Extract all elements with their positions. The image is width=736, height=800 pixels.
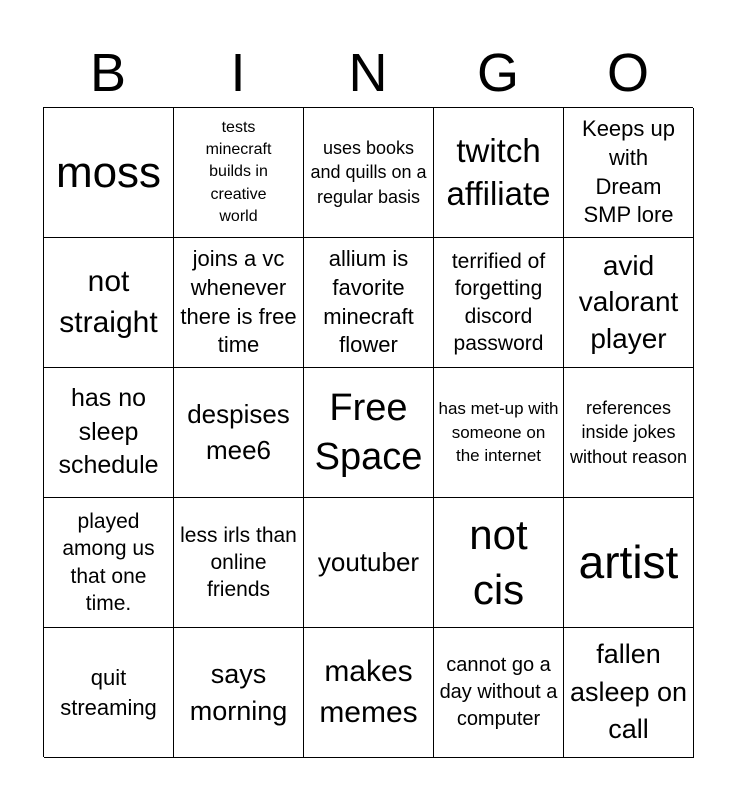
bingo-cell-text: cannot go a day without a computer	[439, 654, 558, 730]
bingo-cell[interactable]	[174, 108, 304, 238]
header-letter-g: G	[476, 43, 519, 103]
bingo-cell-text: joins a vc whenever there is free time	[180, 246, 297, 358]
bingo-cell-text: artist	[578, 535, 679, 588]
bingo-cell-text: despises mee6	[187, 399, 290, 465]
bingo-cell-text: allium is favorite minecraft flower	[323, 246, 414, 358]
bingo-cell[interactable]	[174, 238, 304, 368]
bingo-cell[interactable]	[564, 108, 694, 238]
bingo-cell[interactable]	[434, 498, 564, 628]
bingo-cell-text: avid valorant player	[578, 249, 679, 354]
bingo-cell[interactable]	[44, 368, 174, 498]
bingo-cell[interactable]	[564, 368, 694, 498]
bingo-cell[interactable]	[564, 498, 694, 628]
bingo-cell-text: has no sleep schedule	[58, 383, 159, 480]
bingo-cell-text: has met-up with someone on the internet	[438, 398, 559, 466]
bingo-cell-text: references inside jokes without reason	[569, 398, 688, 467]
bingo-cell-text: played among us that one time.	[62, 509, 155, 615]
bingo-cell[interactable]	[44, 108, 174, 238]
bingo-cell-text: quit streaming	[60, 664, 157, 720]
bingo-header	[43, 40, 693, 106]
bingo-cell[interactable]	[434, 628, 564, 758]
bingo-cell-text: says morning	[189, 659, 288, 726]
header-letter-i: I	[230, 43, 246, 103]
bingo-cell[interactable]	[44, 238, 174, 368]
bingo-cell-text: uses books and quills on a regular basis	[310, 138, 427, 207]
bingo-cell-text: moss	[55, 147, 162, 197]
bingo-cell-text: not straight	[59, 265, 158, 339]
bingo-cell[interactable]	[304, 498, 434, 628]
bingo-cell-text: youtuber	[317, 546, 420, 577]
bingo-cell[interactable]	[434, 108, 564, 238]
bingo-cell[interactable]	[174, 368, 304, 498]
bingo-cell[interactable]	[564, 238, 694, 368]
bingo-cell-text: Free Space	[314, 386, 423, 478]
bingo-cell[interactable]	[44, 498, 174, 628]
bingo-cell[interactable]	[304, 368, 434, 498]
bingo-cell[interactable]	[434, 368, 564, 498]
bingo-cell[interactable]	[174, 628, 304, 758]
bingo-cell-text: fallen asleep on call	[569, 638, 688, 745]
bingo-cell-text: tests minecraft builds in creative world	[205, 118, 272, 226]
bingo-cell-text: twitch affiliate	[446, 131, 551, 212]
bingo-cell-text: Keeps up with Dream SMP lore	[582, 116, 675, 228]
bingo-cell-text: less irls than online friends	[180, 523, 297, 602]
header-letter-n: N	[348, 43, 388, 103]
bingo-cell-text: terrified of forgetting discord password	[451, 249, 546, 355]
bingo-cell[interactable]	[304, 628, 434, 758]
bingo-cell[interactable]	[564, 628, 694, 758]
bingo-cell-text: not cis	[469, 510, 528, 613]
bingo-cell[interactable]	[434, 238, 564, 368]
bingo-cell[interactable]	[304, 108, 434, 238]
bingo-card-grid	[43, 107, 693, 757]
header-letter-o: O	[606, 43, 649, 103]
bingo-cell[interactable]	[174, 498, 304, 628]
bingo-cell[interactable]	[44, 628, 174, 758]
header-letter-b: B	[89, 43, 127, 103]
bingo-cell[interactable]	[304, 238, 434, 368]
bingo-cell-text: makes memes	[319, 655, 418, 729]
